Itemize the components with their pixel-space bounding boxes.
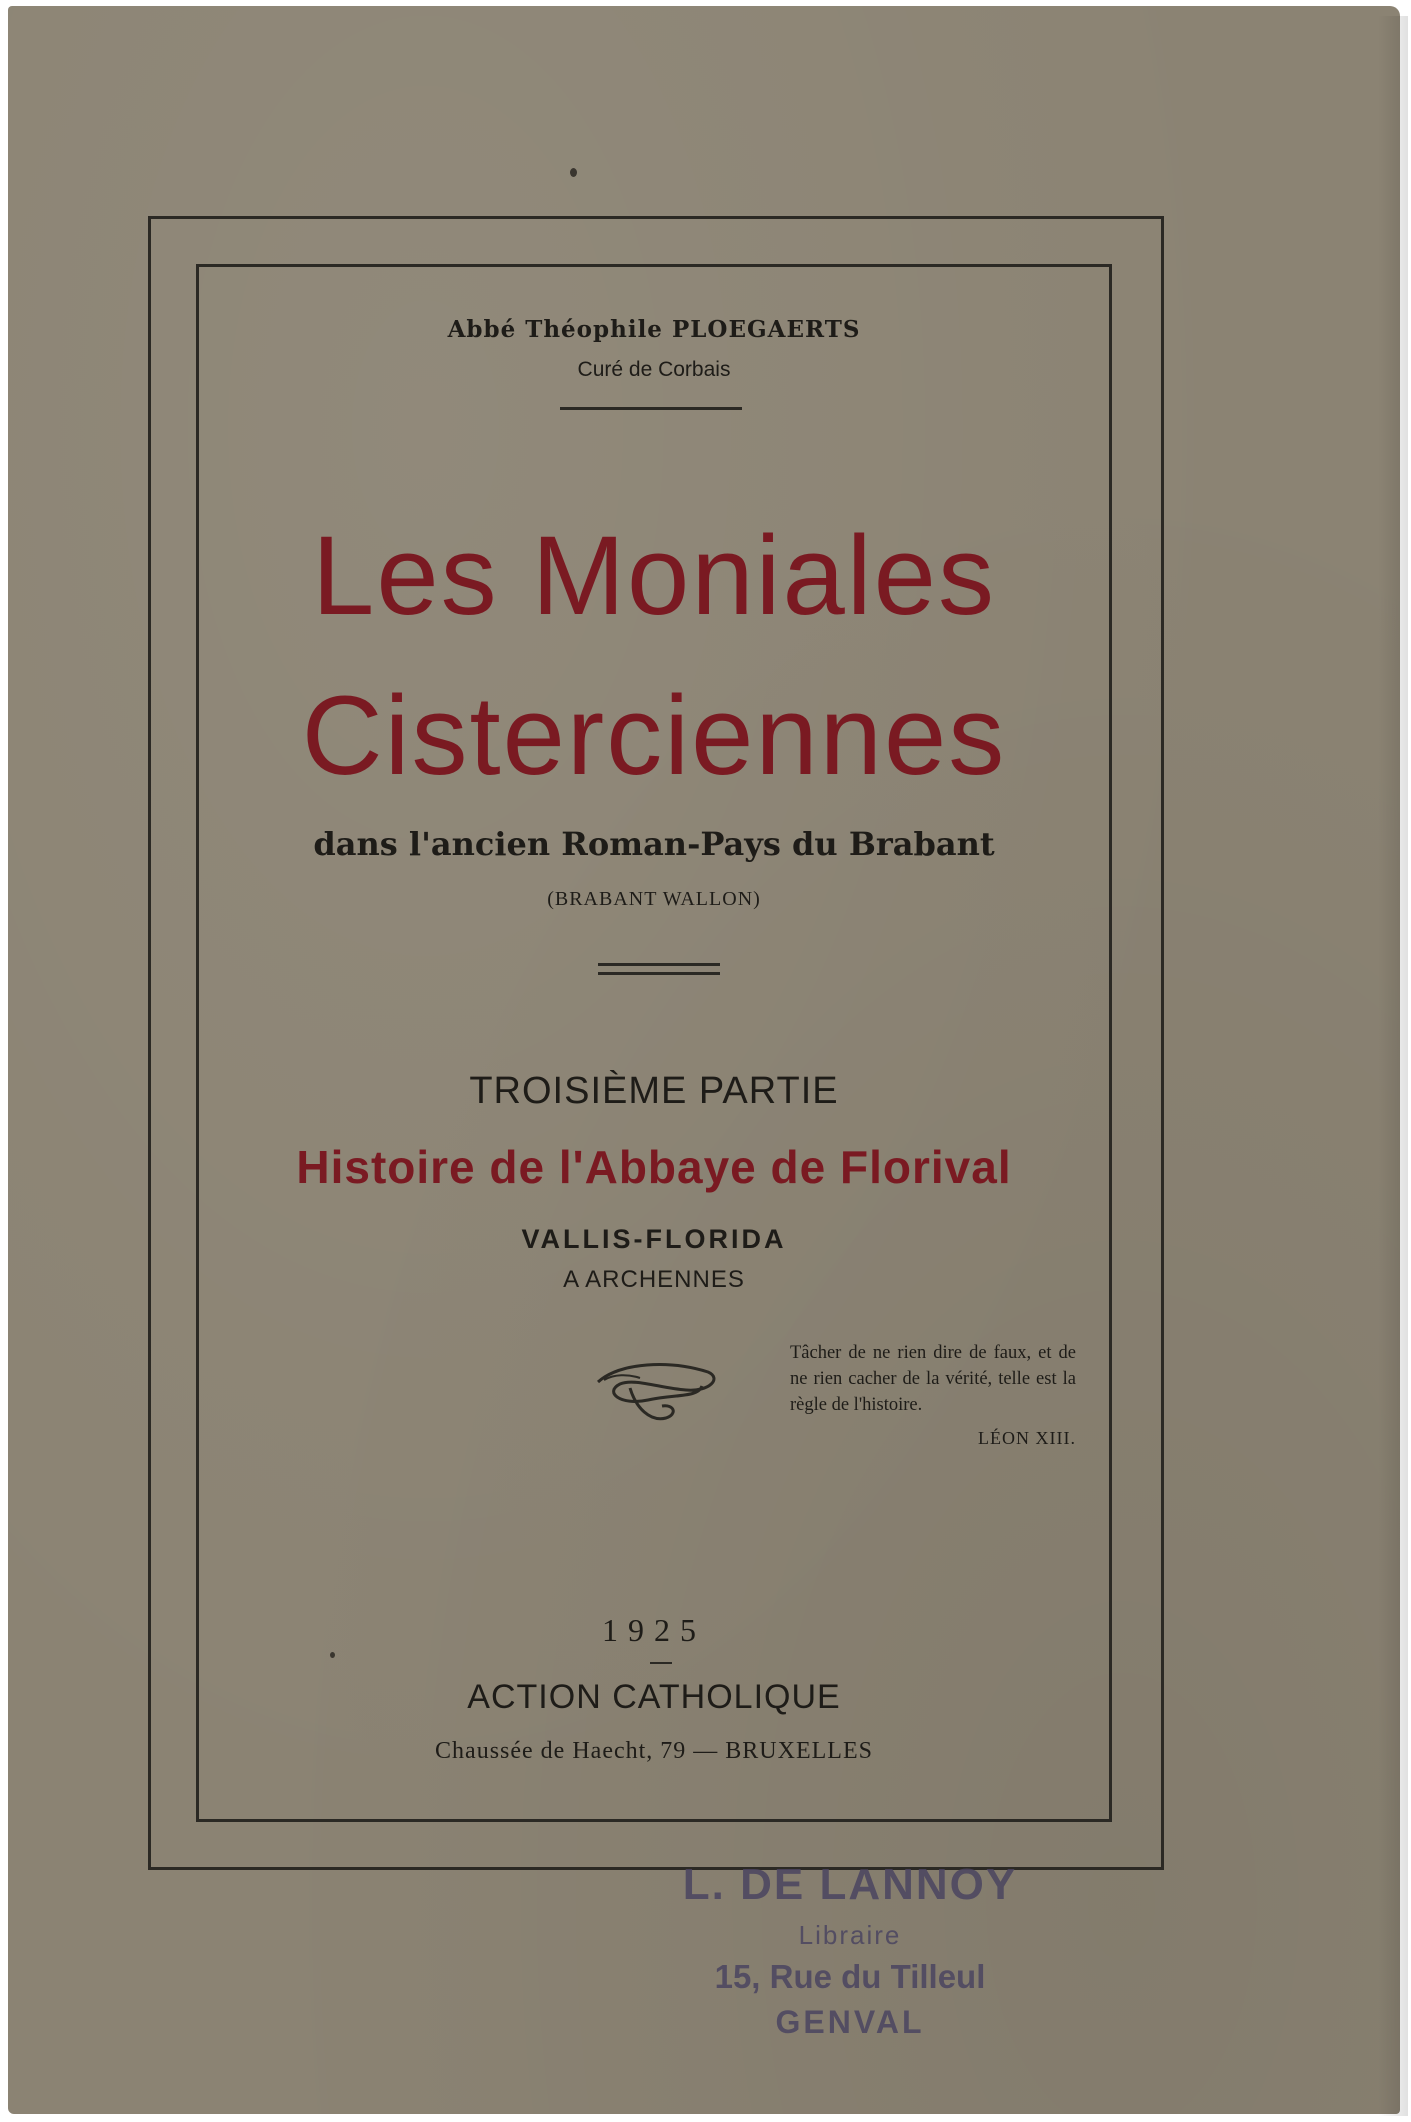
epigraph-quote: Tâcher de ne rien dire de faux, et de ne rien cacher de la vérité, telle est la règle de l'histoire. (790, 1343, 1076, 1415)
year-dash (650, 1662, 672, 1664)
double-rule-bottom (598, 972, 720, 975)
place-name: A ARCHENNES (563, 1266, 745, 1293)
author-name: Abbé Théophile PLOEGAERTS (447, 316, 861, 343)
ink-speck (570, 168, 577, 177)
latin-name: VALLIS-FLORIDA (521, 1224, 787, 1254)
title-line-1: Les Moniales (312, 513, 996, 638)
ornament-flourish-icon (590, 1348, 720, 1430)
author-role: Curé de Corbais (577, 358, 731, 381)
title-line-2: Cisterciennes (301, 673, 1007, 798)
part-title: Histoire de l'Abbaye de Florival (296, 1141, 1012, 1193)
publisher-name: ACTION CATHOLIQUE (467, 1678, 841, 1716)
subtitle: dans l'ancien Roman-Pays du Brabant (313, 825, 995, 863)
part-label: TROISIÈME PARTIE (469, 1070, 839, 1112)
inner-border-frame (196, 264, 1112, 1822)
bookseller-stamp-city: GENVAL (775, 2004, 925, 2040)
bookseller-stamp-name: L. DE LANNOY (682, 1860, 1018, 1909)
bookseller-stamp-street: 15, Rue du Tilleul (714, 1958, 986, 1995)
author-divider (560, 407, 742, 410)
double-rule-top (598, 963, 720, 966)
cover-edge-shadow (1378, 16, 1408, 2116)
publication-year: 1925 (602, 1612, 706, 1648)
region-label: (BRABANT WALLON) (547, 888, 761, 910)
bookseller-stamp-role: Libraire (798, 1920, 902, 1950)
epigraph-author: LÉON XIII. (978, 1428, 1076, 1448)
publisher-address: Chaussée de Haecht, 79 — BRUXELLES (435, 1738, 873, 1764)
